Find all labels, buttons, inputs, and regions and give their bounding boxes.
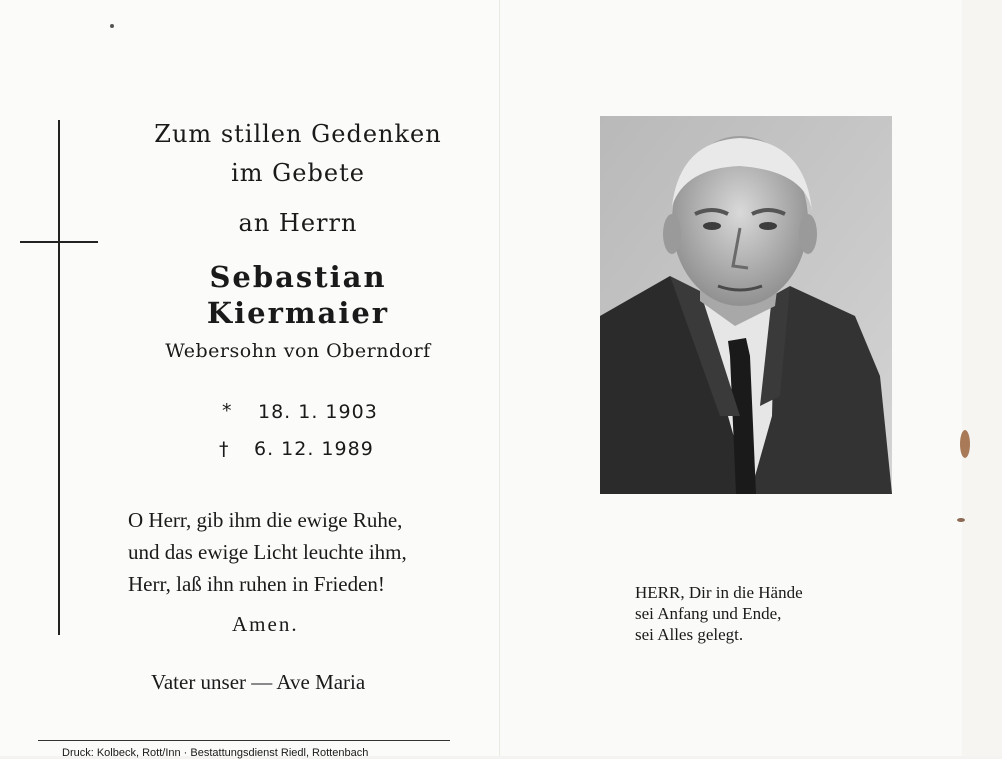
stain-mark — [960, 430, 970, 458]
amen: Amen. — [232, 612, 299, 636]
left-panel — [0, 0, 500, 756]
death-date: 6. 12. 1989 — [254, 438, 374, 460]
descriptor: Webersohn von Oberndorf — [165, 340, 431, 362]
closing-prayers: Vater unser — Ave Maria — [151, 670, 366, 694]
page-edge — [962, 0, 1002, 756]
prayer-line-1: O Herr, gib ihm die ewige Ruhe, — [128, 508, 403, 532]
fold-line — [499, 0, 500, 756]
verse-line-1: HERR, Dir in die Hände — [635, 583, 803, 602]
cross-icon-vertical — [58, 120, 60, 635]
first-name: Sebastian — [209, 260, 387, 294]
verse-line-2: sei Anfang und Ende, — [635, 604, 782, 623]
heading-line-1: Zum stillen Gedenken — [154, 120, 442, 148]
dust-mark — [110, 24, 114, 28]
stain-mark — [957, 518, 965, 522]
prayer-line-2: und das ewige Licht leuchte ihm, — [128, 540, 407, 564]
imprint-text: Druck: Kolbeck, Rott/Inn · Bestattungsdienst Riedl, Rottenbach — [62, 747, 369, 759]
death-cross-icon: † — [219, 438, 230, 460]
portrait-icon — [600, 116, 892, 494]
heading-line-2: im Gebete — [231, 159, 365, 187]
portrait-photo — [600, 116, 892, 494]
birth-date: 18. 1. 1903 — [258, 401, 378, 423]
last-name: Kiermaier — [206, 296, 390, 330]
cross-icon-horizontal — [20, 241, 98, 243]
birth-star-icon: * — [222, 400, 233, 422]
verse-block — [635, 582, 803, 645]
prayer-line-3: Herr, laß ihn ruhen in Frieden! — [128, 572, 385, 596]
heading-line-3: an Herrn — [238, 209, 358, 237]
imprint-divider — [38, 740, 450, 741]
verse-line-3: sei Alles gelegt. — [635, 625, 744, 644]
